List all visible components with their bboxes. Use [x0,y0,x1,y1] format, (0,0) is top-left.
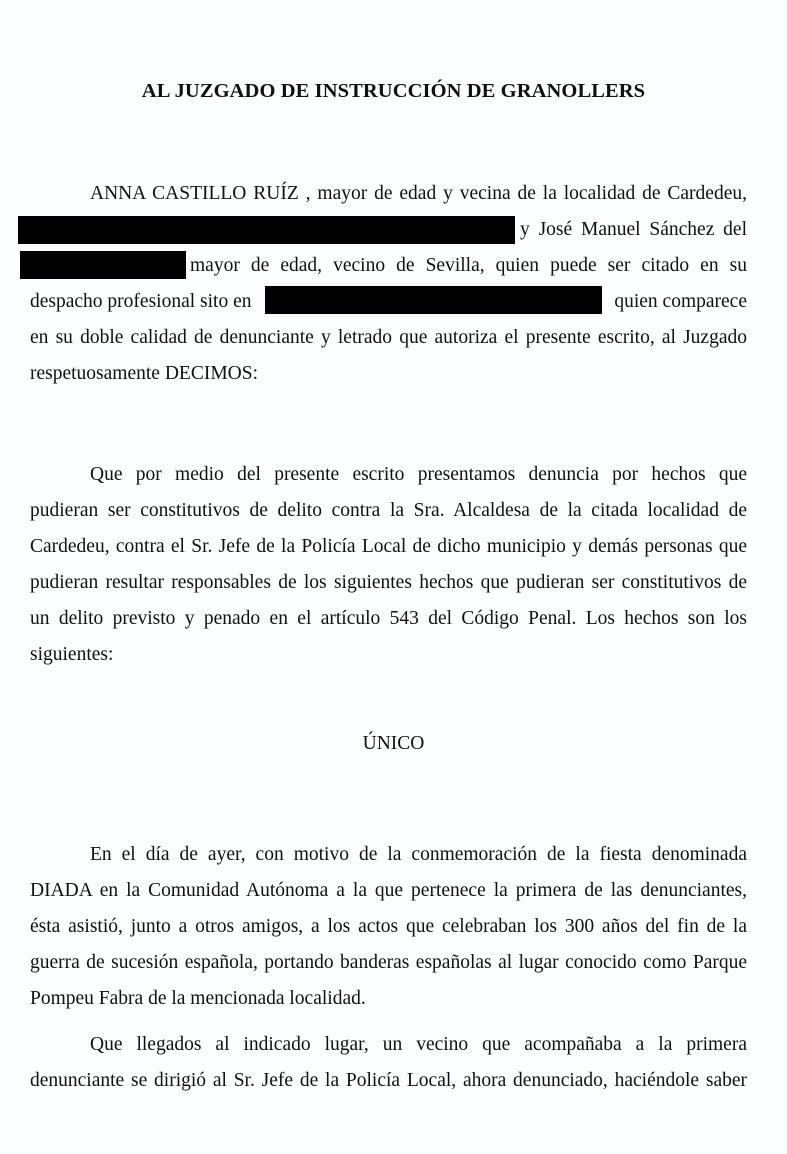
paragraph-line: denunciante se dirigió al Sr. Jefe de la Policía Local, ahora denunciado, haciéndole saber [30,1070,747,1091]
paragraph-line: guerra de sucesión española, portando banderas españolas al lugar conocido como Parque [30,952,747,973]
paragraph-line: despacho profesional sito en [30,291,252,312]
paragraph-line: Pompeu Fabra de la mencionada localidad. [30,988,366,1009]
paragraph-line: ANNA CASTILLO RUÍZ , mayor de edad y vecina de la localidad de Cardedeu, [90,183,747,204]
paragraph-line: Que por medio del presente escrito presentamos denuncia por hechos que [90,464,747,485]
redaction-box [265,286,602,314]
paragraph-line: quien comparece [614,291,747,312]
paragraph-line: pudieran ser constitutivos de delito contra la Sra. Alcaldesa de la citada localidad de [30,500,747,521]
paragraph-line: siguientes: [30,644,114,665]
paragraph-line: respetuosamente DECIMOS: [30,363,259,384]
redaction-box [20,251,186,279]
paragraph-line: un delito previsto y penado en el artículo 543 del Código Penal. Los hechos son los [30,608,747,629]
document-title: AL JUZGADO DE INSTRUCCIÓN DE GRANOLLERS [141,80,646,102]
paragraph-line: Que llegados al indicado lugar, un vecino que acompañaba a la primera [90,1034,747,1055]
paragraph-line: ésta asistió, junto a otros amigos, a los actos que celebraban los 300 años del fin de la [30,916,747,937]
paragraph-line: En el día de ayer, con motivo de la conmemoración de la fiesta denominada [90,844,747,865]
redaction-box [18,216,515,244]
paragraph-line: en su doble calidad de denunciante y letrado que autoriza el presente escrito, al Juzgado [30,327,747,348]
paragraph-line: DIADA en la Comunidad Autónoma a la que pertenece la primera de las denunciantes, [30,880,747,901]
paragraph-line: y José Manuel Sánchez del [520,219,747,240]
section-heading: ÚNICO [362,733,425,754]
paragraph-line: pudieran resultar responsables de los siguientes hechos que pudieran ser constitutivos de [30,572,747,593]
paragraph-line: mayor de edad, vecino de Sevilla, quien puede ser citado en su [190,255,747,276]
paragraph-line: Cardedeu, contra el Sr. Jefe de la Policía Local de dicho municipio y demás personas que [30,536,747,557]
